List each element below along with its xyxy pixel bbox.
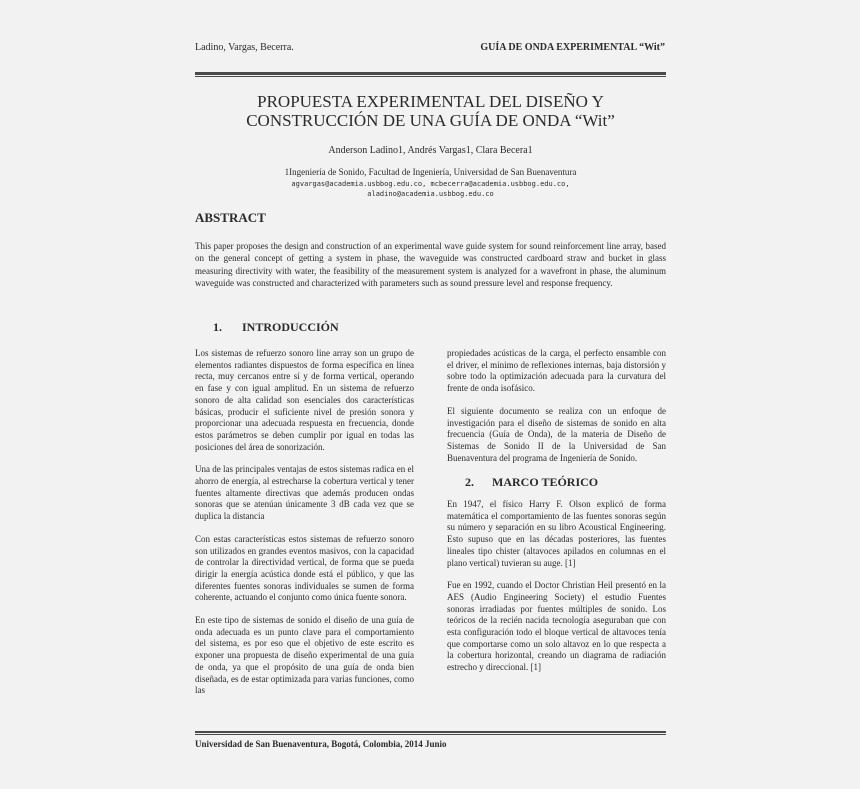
paragraph: En este tipo de sistemas de sonido el diseño de una guía de onda adecuada es un punto clave para el comportamiento del sistema, es por eso que el objetivo de este escrito es exponer una propuesta de diseño experimental de una guía de onda, ya que el propósito de una guía de onda bien diseñada, es de estar optimizada para varias funciones, como las (195, 615, 414, 696)
paper-title-line-1: PROPUESTA EXPERIMENTAL DEL DISEÑO Y (257, 92, 604, 111)
abstract-heading: ABSTRACT (195, 210, 266, 225)
email-list (195, 179, 666, 199)
paragraph: Fue en 1992, cuando el Doctor Christian Heil presentó en la AES (Audio Engineering Society) el estudio Fuentes sonoras irradiadas por fuentes múltiples de sonido. Los teóricos de la recién nacida tecnología aseguraban que con esta configuración todo el bloque vertical de altavoces tenía que comportarse como un solo altavoz en lo que respecta a la cobertura horizontal, creando un diagrama de radiación estrecho y direccional. [1] (447, 580, 666, 673)
author-list: Anderson Ladino1, Andrés Vargas1, Clara Becera1 (328, 145, 533, 156)
paragraph: En 1947, el físico Harry F. Olson explicó de forma matemática el comportamiento de las fuentes sonoras según su número y separación en su libro Acoustical Engineering. Esto supuso que en las décadas posteriores, las fuentes lineales tipo chister (altavoces apilados en columnas en el plano vertical) tuvieran su auge. [1] (447, 499, 666, 568)
paragraph: propiedades acústicas de la carga, el perfecto ensamble con el driver, el mínimo de reflexiones internas, baja distorsión y sobre todo la optimización adecuada para la curvatura del frente de onda isofásico. (447, 348, 666, 394)
email-line-1: agvargas@academia.usbbog.edu.co, mcbecerra@academia.usbbog.edu.co, (291, 180, 570, 188)
section-title: MARCO TEÓRICO (492, 475, 599, 490)
section-title: INTRODUCCIÓN (242, 320, 339, 334)
section-heading-marco-teorico (447, 477, 666, 489)
section-number: 2. (465, 475, 474, 490)
page-footer: Universidad de San Buenaventura, Bogotá, Colombia, 2014 Junio (195, 739, 447, 749)
header-rule (195, 72, 666, 75)
footer-rule-thin (195, 734, 666, 735)
abstract-text: This paper proposes the design and construction of an experimental wave guide system for sound reinforcement line array, based on the general concept of getting a system in phase, the waveguide was constructed cardboard straw and bucket in glass measuring directivity with water, the feasibility of the measurement system is analyzed for a wavefront in phase, the aluminum waveguide was constructed and characterized with parameters such as sound pressure level and response frequency. (195, 241, 666, 289)
left-column (195, 348, 414, 708)
section-heading-introduccion (213, 320, 339, 335)
running-header-authors: Ladino, Vargas, Becerra. (195, 42, 294, 53)
paragraph: El siguiente documento se realiza con un enfoque de investigación para el diseño de sistemas de sonido en alta frecuencia (Guía de Onda), de la materia de Diseño de Sistemas de Sonido II de la Universidad de San Buenaventura del programa de Ingeniería de Sonido. (447, 405, 666, 463)
right-column (447, 348, 666, 685)
running-header-title: GUÍA DE ONDA EXPERIMENTAL “Wit” (480, 42, 665, 53)
affiliation: 1Ingeniería de Sonido, Facultad de Ingeniería, Universidad de San Buenaventura (284, 167, 577, 177)
email-line-2: aladino@academia.usbbog.edu.co (367, 190, 494, 198)
footer-rule (195, 731, 666, 733)
paragraph: Los sistemas de refuerzo sonoro line array son un grupo de elementos radiantes dispuestos de forma específica en línea recta, muy cercanos entre sí y de forma vertical, operando en fase y con igual amplitud. En un sistema de refuerzo sonoro de alta calidad son esenciales dos características básicas, producir el suficiente nivel de presión sonora y proporcionar una adecuada respuesta en frecuencia, donde estos parámetros se deben cumplir por igual en todas las posiciones del área de sonorización. (195, 348, 414, 452)
paper-title-line-2: CONSTRUCCIÓN DE UNA GUÍA DE ONDA “Wit” (246, 111, 615, 130)
section-number: 1. (213, 320, 222, 334)
header-rule-thin (195, 76, 666, 77)
paragraph: Una de las principales ventajas de estos sistemas radica en el ahorro de energía, al estrecharse la cobertura vertical y tener fuentes altamente directivas que además producen ondas sonoras que se atenúan únicamente 3 dB cada vez que se duplica la distancia (195, 464, 414, 522)
paragraph: Con estas características estos sistemas de refuerzo sonoro son utilizados en grandes eventos masivos, con la capacidad de controlar la directividad vertical, de forma que se pueda dirigir la energía acústica donde está el público, y que las diferentes fuentes sonoras individuales se sumen de forma coherente, actuando el conjunto como única fuente sonora. (195, 533, 414, 603)
paper-title (195, 92, 666, 130)
